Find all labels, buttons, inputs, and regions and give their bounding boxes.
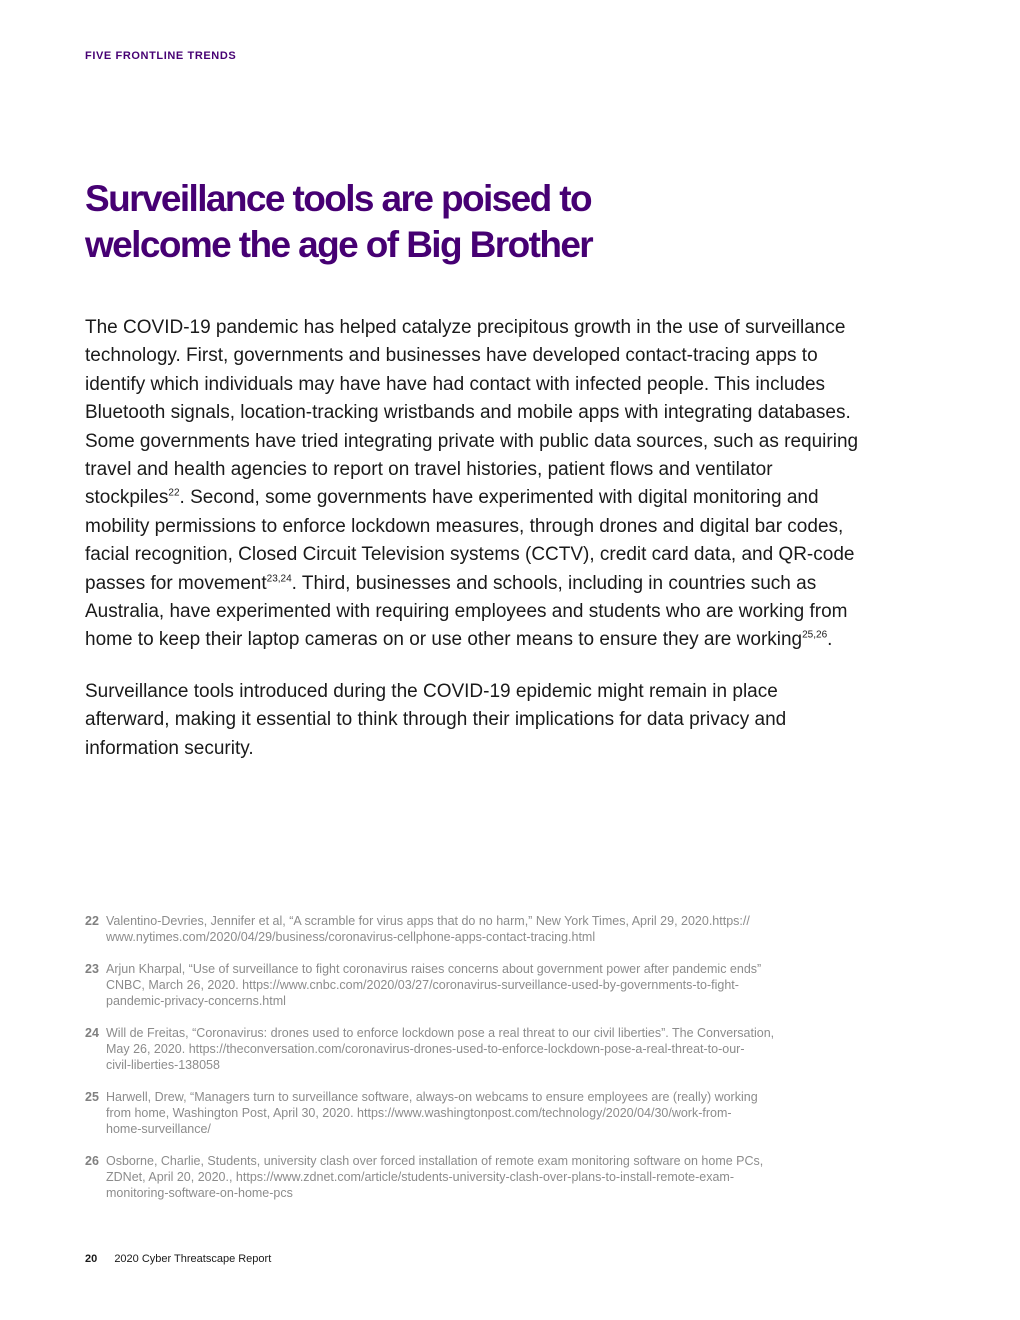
body-paragraph-1-part-d: . — [827, 629, 833, 651]
footnote-26 — [85, 1153, 875, 1201]
footnote-23 — [85, 961, 875, 1009]
page-title — [85, 176, 785, 268]
footnote-text: Arjun Kharpal, “Use of surveillance to fight coronavirus raises concerns about government power after pandemic ends” CNBC, March 26, 2020. https://www.cnbc.com/2020/03/27/coronavirus-surveillance-used-by-governments-to-fight- pandemic-privacy-concerns.html — [106, 962, 762, 1008]
footnote-text: Osborne, Charlie, Students, university clash over forced installation of remote exam monitoring software on home PCs, ZDNet, April 20, 2020., https://www.zdnet.com/article/students-university-clash-over-plans-to-install-remote-exam- monitoring-software-on-home-pcs — [106, 1154, 764, 1200]
body-paragraph-1-part-b: . Second, some governments have experimented with digital monitoring and mobility permissions to enforce lockdown measures, through drones and digital bar codes, facial recognition, Closed Circuit Television systems (CCTV), credit card data, and QR-code passes for movement — [85, 487, 855, 594]
footnote-number: 26 — [85, 1154, 99, 1168]
footnote-number: 24 — [85, 1026, 99, 1040]
page-title-line-2: welcome the age of Big Brother — [85, 224, 593, 265]
footnote-ref-25-26: 25,26 — [802, 630, 828, 642]
page-number: 20 — [85, 1253, 98, 1265]
footnote-ref-23-24: 23,24 — [266, 573, 292, 585]
section-label: FIVE FRONTLINE TRENDS — [85, 50, 237, 62]
footnote-25 — [85, 1089, 875, 1137]
footnote-number: 22 — [85, 914, 99, 928]
body-paragraph-1-part-a: The COVID-19 pandemic has helped catalyze precipitous growth in the use of surveillance technology. First, governments and businesses have developed contact-tracing apps to identify which individuals may have have had contact with infected people. This includes Bluetooth signals, location-tracking wristbands and mobile apps with integrating databases. Some governments have tried integrating private with public data sources, such as requiring travel and health agencies to report on travel histories, patient flows and ventilator stockpiles — [85, 317, 859, 509]
footnote-number: 23 — [85, 962, 99, 976]
page-title-line-1: Surveillance tools are poised to — [85, 178, 592, 219]
body-paragraph-1-part-c: . Third, businesses and schools, including in countries such as Australia, have experimented with requiring employees and students who are working from home to keep their laptop cameras on or use other means to ensure they are working — [85, 572, 848, 651]
report-title: 2020 Cyber Threatscape Report — [114, 1253, 272, 1265]
footnote-24 — [85, 1025, 875, 1073]
footnote-ref-22: 22 — [168, 488, 180, 500]
footnotes — [85, 913, 875, 1217]
page-footer — [85, 1253, 271, 1265]
body-paragraph-2: Surveillance tools introduced during the COVID-19 epidemic might remain in place afterward, making it essential to think through their implications for data privacy and information security. — [85, 680, 787, 759]
footnote-text: Valentino-Devries, Jennifer et al, “A scramble for virus apps that do no harm,” New York Times, April 29, 2020.https:// www.nytimes.com/2020/04/29/business/coronavirus-cellphone-apps-contact-tracing.html — [106, 914, 750, 944]
footnote-22 — [85, 913, 875, 945]
footnote-text: Harwell, Drew, “Managers turn to surveillance software, always-on webcams to ensure employees are (really) working from home, Washington Post, April 30, 2020. https://www.washingtonpost.com/technology/2020/04/30/work-from- home-surveillance/ — [106, 1090, 758, 1136]
body-paragraph-1 — [85, 314, 865, 655]
footnote-text: Will de Freitas, “Coronavirus: drones used to enforce lockdown pose a real threat to our civil liberties”. The Conversation, May 26, 2020. https://theconversation.com/coronavirus-drones-used-to-enforce-lockdown-pose-a-real-threat-to-our- civil-liberties-138058 — [106, 1026, 775, 1072]
body-text — [85, 314, 865, 786]
footnote-number: 25 — [85, 1090, 99, 1104]
